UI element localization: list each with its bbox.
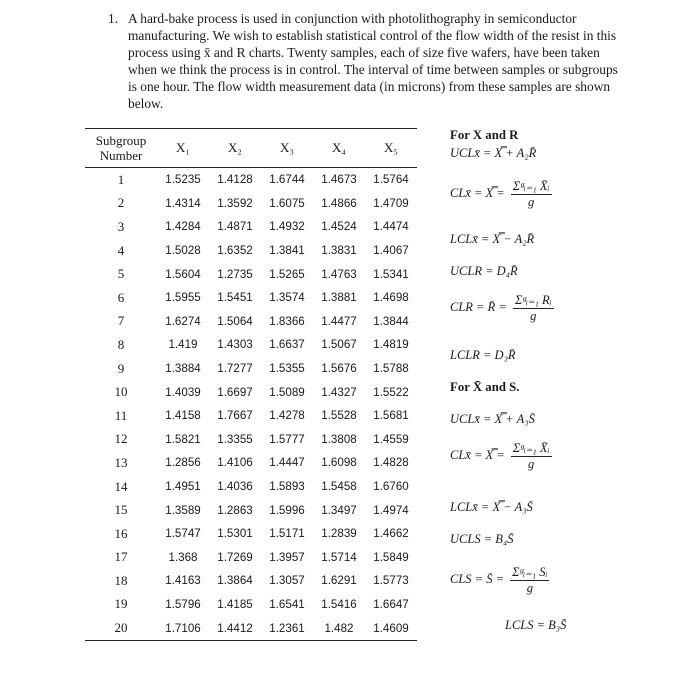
subgroup-number: 12 [114,431,128,447]
column-header-x3: X₃ [261,129,313,168]
problem-text: A hard-bake process is used in conjunction with photolithography in semiconductor manufacturing. We wish to establish statistical control of the flow width of the resist in this process using x̄ and R charts. Twenty samples, each of size five wafers, have been taken when we think the process is in control. The interval of time between samples or subgroups is one hour. The flow width measurement data (in microns) from these samples are shown below. [128,11,618,111]
formula-lcl-r: LCLR = D₃R̄ [450,348,516,362]
subgroup-number: 10 [114,384,128,400]
subgroup-header: Subgroup Number [85,129,157,168]
measurement-cell-x4: 1.4524 [321,220,357,234]
measurement-cell-x4: 1.4477 [321,314,357,328]
formula-ucl-xbar-r: UCLx̄ = X̿ + A₂R̄ [450,146,537,160]
measurement-cell-x3: 1.6075 [269,196,305,210]
measurement-cell-x1: 1.5028 [165,244,201,258]
measurement-cell-x1: 1.5747 [165,527,201,541]
measurement-cell-x3: 1.3841 [269,244,305,258]
measurement-cell-x5: 1.4974 [373,503,409,517]
subgroup-number: 7 [117,313,125,329]
measurement-cell-x5: 1.4559 [373,432,409,446]
table-row [85,428,417,452]
measurement-cell-x2: 1.4185 [217,597,253,611]
measurement-cell-x1: 1.3884 [165,362,201,376]
subgroup-number: 14 [114,478,128,494]
table-header-row [85,129,417,168]
measurement-cell-x3: 1.5893 [269,480,305,494]
subgroup-number: 17 [114,549,128,565]
measurement-cell-x1: 1.4039 [165,385,201,399]
measurement-cell-x3: 1.3574 [269,291,305,305]
measurement-cell-x4: 1.5458 [321,480,357,494]
table-body [85,168,417,641]
measurement-cell-x3: 1.2361 [261,616,313,640]
measurement-cell-x1: 1.5235 [165,173,201,187]
measurement-cell-x2: 1.6352 [217,244,253,258]
measurement-cell-x5: 1.5681 [373,409,409,423]
measurement-cell-x2: 1.4106 [217,456,253,470]
formula-ucl-xbar-s: UCLx̄ = X̿ + A₃S̄ [450,412,535,426]
table-row [85,475,417,499]
subgroup-number: 4 [117,242,125,258]
formula-lcl-xbar-s: LCLx̄ = X̿ − A₃S̄ [450,500,533,514]
table-row [85,310,417,334]
measurement-cell-x1: 1.4951 [165,480,201,494]
table-row [85,380,417,404]
measurement-cell-x1: 1.3589 [165,503,201,517]
table-row [85,192,417,216]
measurement-cell-x5: 1.4819 [373,338,409,352]
measurement-cell-x5: 1.6647 [373,597,409,611]
measurement-cell-x4: 1.3497 [321,503,357,517]
column-header-x4: X₄ [313,129,365,168]
subgroup-number: 13 [114,454,128,470]
measurement-cell-x4: 1.4327 [321,385,357,399]
measurement-cell-x1: 1.4163 [165,574,201,588]
column-header-x5: X₅ [365,129,417,168]
measurement-cell-x5: 1.4828 [373,456,409,470]
formula-ucl-s: UCLS = B₄S̄ [450,532,514,546]
measurement-cell-x3: 1.4932 [269,220,305,234]
measurement-cell-x2: 1.5451 [217,291,253,305]
table-row [85,498,417,522]
measurement-cell-x2: 1.4412 [209,616,261,640]
measurement-cell-x3: 1.3057 [269,574,305,588]
measurement-cell-x4: 1.5067 [321,338,357,352]
subgroup-number: 19 [114,596,128,612]
measurement-cell-x3: 1.5777 [269,432,305,446]
measurement-cell-x5: 1.5773 [373,574,409,588]
subgroup-number: 18 [114,572,128,588]
measurement-cell-x1: 1.5604 [165,267,201,281]
measurement-cell-x5: 1.4709 [373,196,409,210]
measurement-cell-x2: 1.5301 [217,527,253,541]
measurement-cell-x4: 1.5714 [321,550,357,564]
measurement-cell-x3: 1.5265 [269,267,305,281]
measurement-cell-x1: 1.419 [168,338,198,352]
table-row [85,616,417,640]
measurement-cell-x4: 1.3831 [321,244,357,258]
measurement-cell-x3: 1.4447 [269,456,305,470]
table-row [85,286,417,310]
measurement-cell-x3: 1.6744 [269,173,305,187]
measurement-cell-x2: 1.4128 [217,173,253,187]
measurement-cell-x3: 1.6541 [269,597,305,611]
measurement-cell-x4: 1.5528 [321,409,357,423]
subgroup-number: 6 [117,289,125,305]
measurement-cell-x1: 1.4314 [165,196,201,210]
table-row [85,215,417,239]
measurement-cell-x2: 1.6697 [217,385,253,399]
heading-xbar-and-s: For X̄ and S. [450,380,520,394]
measurement-cell-x3: 1.5996 [269,503,305,517]
measurement-cell-x3: 1.8366 [269,314,305,328]
measurement-cell-x5: 1.5522 [373,385,409,399]
measurement-cell-x5: 1.6760 [373,480,409,494]
column-header-x1: X₁ [157,129,209,168]
subgroup-number: 8 [117,336,125,352]
table-row [85,262,417,286]
measurement-cell-x5: 1.5849 [373,550,409,564]
measurement-cell-x1: 1.7106 [157,616,209,640]
measurement-cell-x2: 1.3355 [217,432,253,446]
measurement-cell-x2: 1.3592 [217,196,253,210]
measurement-cell-x5: 1.5764 [373,173,409,187]
measurement-cell-x5: 1.3844 [373,314,409,328]
measurement-cell-x1: 1.368 [168,550,198,564]
measurement-cell-x4: 1.2839 [321,527,357,541]
subgroup-number: 9 [117,360,125,376]
table-row [85,333,417,357]
subgroup-number: 1 [117,171,125,187]
table-row [85,522,417,546]
table-row [85,168,417,192]
formula-ucl-r: UCLR = D₄R̄ [450,264,518,278]
formula-cl-r: CLR = R̄ = $\frac{\text{Σᵍᵢ₌₁ Rᵢ}}{g}$ [450,293,552,323]
formula-lcl-s: LCLS = B₃S̄ [505,618,567,632]
column-header-x2: X₂ [209,129,261,168]
measurement-cell-x4: 1.482 [313,616,365,640]
subgroup-number: 11 [114,407,128,423]
measurement-cell-x2: 1.7667 [217,409,253,423]
measurement-cell-x3: 1.5355 [269,362,305,376]
measurement-cell-x2: 1.4871 [217,220,253,234]
subgroup-number: 5 [117,266,125,282]
formula-cl-xbar: CLx̄ = X̿ = $\frac{\text{Σᵍᵢ₌₁ X̄ᵢ}}{g}$ [450,179,550,209]
problem-number: 1. [108,11,119,26]
measurement-cell-x4: 1.4673 [321,173,357,187]
measurement-cell-x2: 1.5064 [217,314,253,328]
subgroup-number: 15 [114,502,128,518]
measurement-cell-x5: 1.5788 [373,362,409,376]
measurement-cell-x1: 1.4158 [165,409,201,423]
measurement-cell-x1: 1.5796 [165,597,201,611]
measurement-cell-x2: 1.2735 [217,267,253,281]
measurement-cell-x2: 1.7269 [217,550,253,564]
measurement-cell-x4: 1.3808 [321,432,357,446]
subgroup-number: 2 [117,195,125,211]
measurement-cell-x1: 1.5821 [165,432,201,446]
measurement-cell-x3: 1.5089 [269,385,305,399]
measurement-cell-x1: 1.4284 [165,220,201,234]
measurement-cell-x5: 1.4698 [373,291,409,305]
subgroup-number: 20 [85,616,157,640]
subgroup-number: 3 [117,218,125,234]
measurement-cell-x3: 1.4278 [269,409,305,423]
table-row [85,404,417,428]
measurement-cell-x1: 1.5955 [165,291,201,305]
table-row [85,451,417,475]
table-row [85,239,417,263]
measurement-cell-x4: 1.3881 [321,291,357,305]
measurement-cell-x4: 1.5676 [321,362,357,376]
measurement-cell-x4: 1.4763 [321,267,357,281]
measurement-cell-x5: 1.4662 [373,527,409,541]
measurement-cell-x2: 1.4036 [217,480,253,494]
table-row [85,593,417,617]
measurement-cell-x2: 1.4303 [217,338,253,352]
heading-x-and-r: For X and R [450,128,519,142]
measurement-cell-x4: 1.4866 [321,196,357,210]
subgroup-number: 16 [114,525,128,541]
measurement-cell-x5: 1.4474 [373,220,409,234]
table-row [85,357,417,381]
measurement-cell-x3: 1.6637 [269,338,305,352]
formula-lcl-xbar-r: LCLx̄ = X̿ − A₂R̄ [450,232,535,246]
table-row [85,569,417,593]
table-row [85,546,417,570]
measurement-cell-x3: 1.5171 [269,527,305,541]
measurement-cell-x5: 1.5341 [373,267,409,281]
measurement-cell-x4: 1.6291 [321,574,357,588]
measurement-cell-x1: 1.6274 [165,314,201,328]
measurement-cell-x3: 1.3957 [269,550,305,564]
measurement-cell-x5: 1.4609 [365,616,417,640]
measurement-cell-x4: 1.5416 [321,597,357,611]
measurement-table [85,128,417,641]
measurement-cell-x1: 1.2856 [165,456,201,470]
measurement-cell-x2: 1.2863 [217,503,253,517]
measurement-cell-x5: 1.4067 [373,244,409,258]
measurement-cell-x2: 1.3864 [217,574,253,588]
formula-cl-s: CLS = S̄ = $\frac{\text{Σᵍᵢ₌₁ Sᵢ}}{g}$ [450,565,548,595]
formula-cl-xbar-s: CLx̄ = X̿ = $\frac{\text{Σᵍᵢ₌₁ X̄ᵢ}}{g}$ [450,441,550,471]
problem-statement [108,10,628,112]
measurement-cell-x2: 1.7277 [217,362,253,376]
measurement-cell-x4: 1.6098 [321,456,357,470]
